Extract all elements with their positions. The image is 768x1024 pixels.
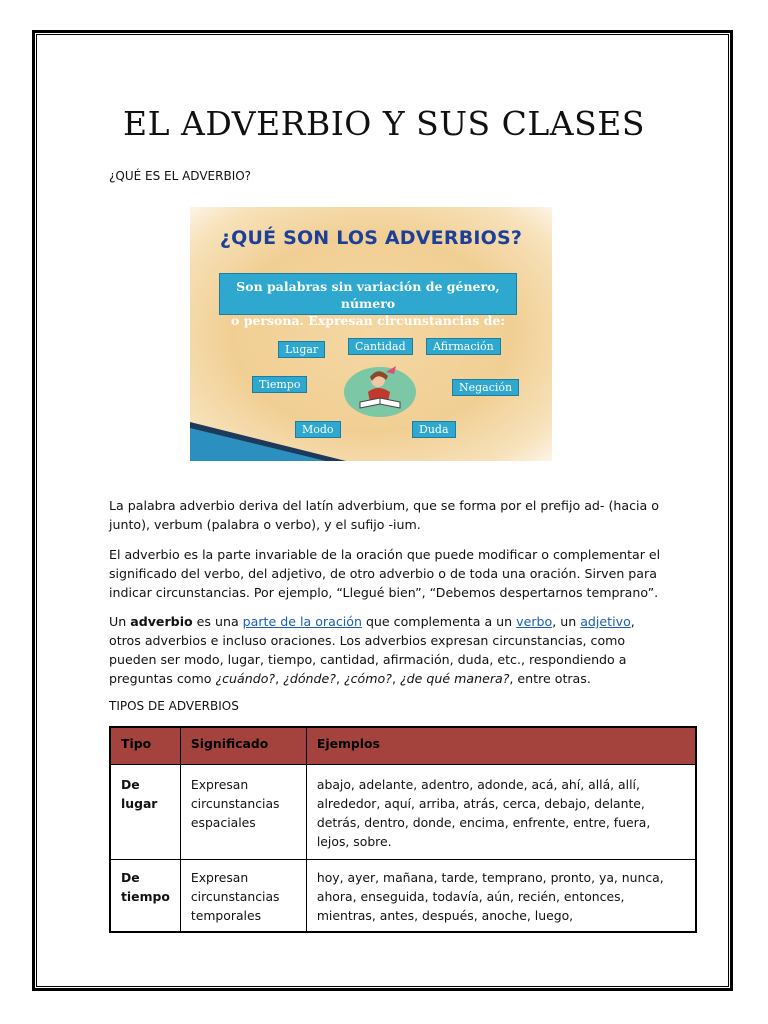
link-parte-de-la-oracion[interactable]: parte de la oración (242, 614, 362, 629)
infographic-definition-box (219, 273, 517, 328)
tag-negacion: Negación (452, 379, 519, 396)
paragraph-explanation (109, 612, 669, 688)
tag-lugar: Lugar (278, 341, 325, 358)
bold-adverbio: adverbio (130, 614, 193, 629)
text-run: Un (109, 614, 131, 629)
text-run: , (275, 671, 284, 686)
reading-person-illustration (342, 362, 418, 418)
tag-afirmacion: Afirmación (426, 338, 501, 355)
document-title: EL ADVERBIO Y SUS CLASES (123, 104, 645, 143)
italic-como: ¿cómo? (343, 671, 392, 686)
table-row (110, 764, 696, 859)
cell-ejemplos: abajo, adelante, adentro, adonde, acá, ahí, allá, allí, alrededor, aquí, arriba, atrás, cerca, debajo, delante, detrás, dentro, donde, encima, enfrente, entre, fuera, lejos, sobre. (306, 764, 696, 859)
cell-significado: Expresan circunstancias espaciales (180, 764, 306, 859)
tag-cantidad: Cantidad (348, 338, 413, 355)
adverbios-infographic (190, 207, 552, 461)
adverb-types-table (109, 726, 697, 933)
text-run: , (335, 671, 344, 686)
paragraph-definition: El adverbio es la parte invariable de la oración que puede modificar o complementar el significado del verbo, del adjetivo, de otro adverbio o de toda una oración. Sirven para indicar circunstancias. Por ejemplo, “Llegué bien”, “Debemos despertarnos temprano”. (109, 547, 661, 600)
header-significado: Significado (180, 727, 306, 764)
cell-tipo: De lugar (110, 764, 180, 859)
tag-tiempo: Tiempo (252, 376, 307, 393)
italic-cuando: ¿cuándo? (215, 671, 276, 686)
tipos-heading: TIPOS DE ADVERBIOS (109, 699, 239, 713)
text-run: es una (192, 614, 243, 629)
cell-tipo: De tiempo (110, 859, 180, 932)
link-adjetivo[interactable]: adjetivo (580, 614, 631, 629)
decorative-wedge (190, 422, 350, 461)
cell-ejemplos: hoy, ayer, mañana, tarde, temprano, pronto, ya, nunca, ahora, enseguida, todavía, aún, recién, entonces, mientras, antes, después, anoche, luego, (306, 859, 696, 932)
italic-de-que-manera: ¿de qué manera? (399, 671, 510, 686)
table-row (110, 859, 696, 932)
link-verbo[interactable]: verbo (516, 614, 553, 629)
infographic-definition-line1: Son palabras sin variación de género, número (236, 279, 500, 311)
question-heading: ¿QUÉ ES EL ADVERBIO? (109, 169, 252, 183)
text-run: , un (552, 614, 581, 629)
infographic-definition-line2: o persona. Expresan circunstancias de: (231, 313, 505, 328)
text-run: que complementa a un (361, 614, 517, 629)
text-run: , entre otras. (509, 671, 591, 686)
cell-significado: Expresan circunstancias temporales (180, 859, 306, 932)
table-header-row (110, 727, 696, 764)
tag-duda: Duda (412, 421, 456, 438)
italic-donde: ¿dónde? (283, 671, 336, 686)
infographic-heading: ¿QUÉ SON LOS ADVERBIOS? (219, 227, 523, 249)
header-ejemplos: Ejemplos (306, 727, 696, 764)
text-run: , (391, 671, 400, 686)
text-run: , otros adverbios e incluso oraciones. Los adverbios expresan circunstancias, como pueden ser modo, lugar, tiempo, cantidad, afirmación, duda, etc., respondiendo a preguntas como (109, 614, 635, 686)
header-tipo: Tipo (110, 727, 180, 764)
tag-modo: Modo (295, 421, 341, 438)
paragraph-origin: La palabra adverbio deriva del latín adverbium, que se forma por el prefijo ad- (hacia o junto), verbum (palabra o verbo), y el sufijo -ium. (109, 498, 659, 532)
